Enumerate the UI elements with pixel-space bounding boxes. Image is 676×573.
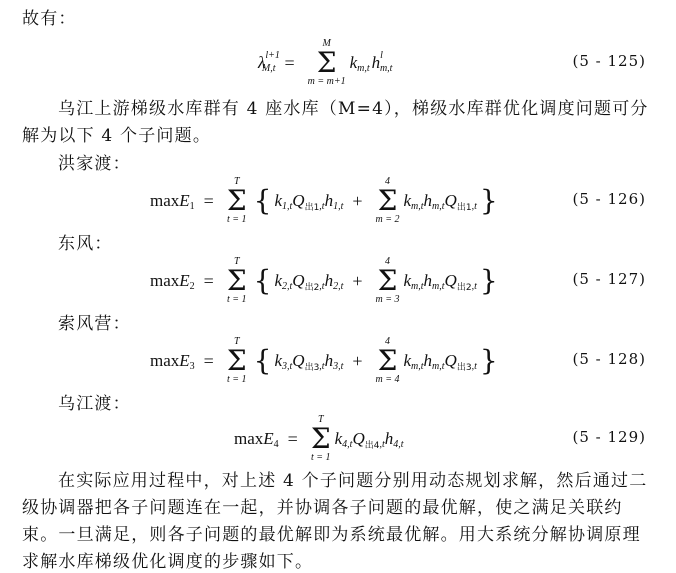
paragraph-line: 级协调器把各子问题连在一起，并协调各子问题的最优解，使之满足关联约 <box>22 498 623 518</box>
summation: T Σ t = 1 <box>226 256 247 305</box>
equation-5-126: max E 1 = T Σ t = 1 { k 1,t Q 出1 ,t h 1,t + 4 Σ m = 2 k m,t h m,t Q 出1 ,t } (5 - 126) <box>150 176 646 225</box>
sigma-symbol: Σ <box>226 184 247 217</box>
equation-number: (5 - 127) <box>572 270 646 288</box>
summation: 4 Σ m = 4 <box>375 336 400 385</box>
equation-5-128: max E 3 = T Σ t = 1 { k 3,t Q 出3 ,t h 3,t + 4 Σ m = 4 k m,t h m,t Q 出3 ,t } (5 - 128) <box>150 336 646 385</box>
subproblem-label-suofengying: 索风营： <box>58 314 131 334</box>
equation-number: (5 - 126) <box>572 190 646 208</box>
paragraph-line: 乌江上游梯级水库群有 4 座水库（M=4），梯级水库群优化调度问题可分 <box>58 99 649 119</box>
equation-number: (5 - 128) <box>572 350 646 368</box>
sigma-symbol: Σ <box>377 264 398 297</box>
subproblem-label-wujiangdu: 乌江渡： <box>58 394 131 414</box>
sigma-symbol: Σ <box>310 422 331 455</box>
equation-number: (5 - 125) <box>572 52 646 70</box>
paragraph-line: 求解水库梯级优化调度的步骤如下。 <box>22 552 314 572</box>
summation: M Σ m = m+1 <box>307 38 346 87</box>
equation-5-125: λ l+1 M,t = M Σ m = m+1 k m,t h l m,t (5 - 125) <box>258 38 646 87</box>
equation-5-127: max E 2 = T Σ t = 1 { k 2,t Q 出2 ,t h 2,t + 4 Σ m = 3 k m,t h m,t Q 出2 ,t } (5 - 127) <box>150 256 646 305</box>
equation-5-129: max E 4 = T Σ t = 1 k 4,t Q 出4 ,t h 4,t (5 - 129) <box>234 414 646 463</box>
summation: T Σ t = 1 <box>226 176 247 225</box>
subproblem-label-hongjiadu: 洪家渡： <box>58 154 131 174</box>
sigma-symbol: Σ <box>226 344 247 377</box>
equation-number: (5 - 129) <box>572 428 646 446</box>
paragraph-line: 在实际应用过程中，对上述 4 个子问题分别用动态规划求解，然后通过二 <box>58 471 648 491</box>
summation: T Σ t = 1 <box>226 336 247 385</box>
sigma-symbol: Σ <box>316 46 337 79</box>
summation: 4 Σ m = 2 <box>375 176 400 225</box>
sigma-symbol: Σ <box>226 264 247 297</box>
intro-text: 故有： <box>22 9 77 29</box>
paragraph-line: 束。一旦满足，则各子问题的最优解即为系统最优解。用大系统分解协调原理 <box>22 525 641 545</box>
sigma-symbol: Σ <box>377 344 398 377</box>
sigma-symbol: Σ <box>377 184 398 217</box>
paragraph-line: 解为以下 4 个子问题。 <box>22 126 212 146</box>
subproblem-label-dongfeng: 东风： <box>58 234 113 254</box>
lambda-symbol: λ <box>258 53 266 72</box>
summation: T Σ t = 1 <box>310 414 331 463</box>
summation: 4 Σ m = 3 <box>375 256 400 305</box>
